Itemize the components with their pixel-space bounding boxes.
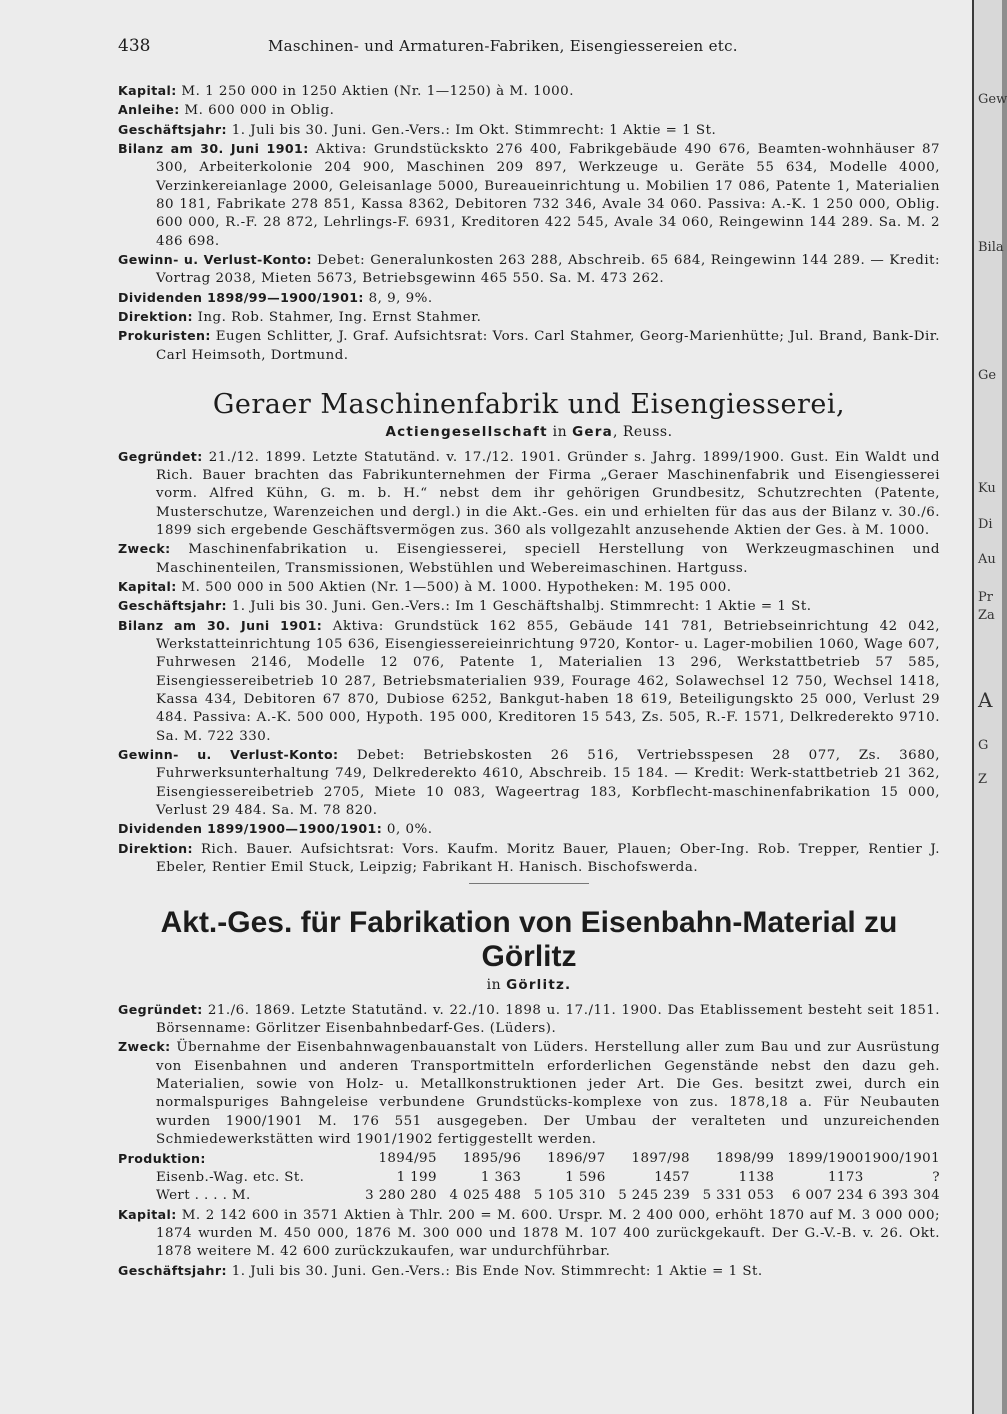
entry-line: Gewinn- u. Verlust-Konto: Debet: Generalunkosten 263 288, Abschreib. 65 684, Reingewinn 144 289. — Kredit: Vortrag 2038, Mieten 5673, Betriebsgewinn 465 550. Sa. M. 473 262. — [118, 252, 940, 287]
edge-fragment: Pr — [978, 590, 993, 605]
entry-line: Direktion: Rich. Bauer. Aufsichtsrat: Vors. Kaufm. Moritz Bauer, Plauen; Ober-Ing. Rob. Trepper, Rentier J. Ebeler, Rentier Emil Stuck, Leipzig; Fabrikant H. Hanisch. Bischofswerda. — [118, 840, 940, 876]
entry-line: Kapital: M. 500 000 in 500 Aktien (Nr. 1—500) à M. 1000. Hypotheken: M. 195 000. — [118, 578, 732, 595]
edge-fragment: Ku — [978, 481, 996, 496]
value-cell: 1457 — [654, 1169, 690, 1185]
value-cell: ? — [932, 1169, 940, 1185]
entry-line: Anleihe: M. 600 000 in Oblig. — [118, 102, 335, 119]
value-cell: 6 393 304 — [868, 1188, 940, 1204]
entry-line: Geschäftsjahr: 1. Juli bis 30. Juni. Gen.-Vers.: Im 1 Geschäftshalbj. Stimmrecht: 1 Aktie = 1 St. — [118, 598, 812, 615]
edge-fragment: Z — [978, 772, 988, 787]
edge-fragment: Au — [978, 552, 996, 567]
entry-line: Geschäftsjahr: 1. Juli bis 30. Juni. Gen.-Vers.: Bis Ende Nov. Stimmrecht: 1 Aktie = 1 St. — [118, 1262, 763, 1279]
company-subtitle: Actiengesellschaft in Gera, Reuss. — [385, 424, 673, 441]
entry-line: Geschäftsjahr: 1. Juli bis 30. Juni. Gen.-Vers.: Im Okt. Stimmrecht: 1 Aktie = 1 St. — [118, 121, 717, 138]
value-cell: 3 280 280 — [365, 1188, 437, 1204]
entry-line: Dividenden 1899/1900—1900/1901: 0, 0%. — [118, 821, 433, 838]
value-cell: 4 025 488 — [449, 1188, 522, 1204]
entry-line: Prokuristen: Eugen Schlitter, J. Graf. Aufsichtsrat: Vors. Carl Stahmer, Georg-Marienhütte; Jul. Brand, Bank-Dir. Carl Heimsoth, Dortmund. — [118, 328, 940, 363]
entry-line: Kapital: M. 2 142 600 in 3571 Aktien à Thlr. 200 = M. 600. Urspr. M. 2 400 000, erhöht 1870 auf M. 3 000 000; 1874 wurden M. 450 000, 1876 M. 300 000 und 1878 M. 107 400 zurückgekauft. Der G.-V.-B. v. 26. Okt. 1878 weitere M. 42 600 zurückzukaufen, war undurchführbar. — [118, 1206, 940, 1260]
company-title: Akt.-Ges. für Fabrikation von Eisenbahn-Material zu Görlitz — [160, 906, 898, 974]
value-cell: 1138 — [738, 1169, 775, 1185]
entry-line: Bilanz am 30. Juni 1901: Aktiva: Grundstückskto 276 400, Fabrikgebäude 490 676, Beamten-wohnhäuser 87 300, Arbeiterkolonie 204 900, Maschinen 209 897, Werkzeuge u. Geräte 55 634, Modelle 4000, Verzinkereianlage 2000, Geleisanlage 5000, Bureaueinrichtung u. Mobilien 17 086, Patente 1, Materialien 80 181, Fabrikate 278 851, Kassa 8362, Debitoren 732 346, Avale 34 060. Passiva: A.-K. 1 250 000, Oblig. 600 000, R.-F. 28 872, Lehrlings-F. 6931, Kreditoren 422 545, Avale 34 060, Reingewinn 144 289. Sa. M. 2 486 698. — [118, 141, 940, 249]
top-entry — [118, 82, 940, 365]
edge-fragment: Di — [978, 517, 993, 532]
year-cell: 1896/97 — [547, 1150, 606, 1166]
year-cell: 1900/1901 — [863, 1150, 940, 1166]
edge-fragment: Bila — [978, 240, 1004, 255]
value-cell: 5 245 239 — [618, 1188, 690, 1204]
edge-fragment: Ge — [978, 368, 997, 383]
year-cell: 1894/95 — [378, 1150, 437, 1166]
company-goerlitz — [118, 906, 940, 1281]
page-header — [118, 36, 948, 58]
page-number: 438 — [118, 36, 151, 56]
edge-fragment: G — [978, 738, 989, 753]
running-head: Maschinen- und Armaturen-Fabriken, Eisengiessereien etc. — [268, 37, 738, 55]
entry-line: Zweck: Maschinenfabrikation u. Eisengiesserei, speciell Herstellung von Werkzeugmaschinen und Maschinenteilen, Transmissionen, Webstühlen und Webereimaschinen. Hartguss. — [118, 541, 940, 576]
edge-fragment: Za — [978, 608, 995, 623]
production-table — [118, 1150, 940, 1206]
production-row-wagons — [118, 1169, 940, 1187]
section-divider — [469, 883, 589, 884]
entry-line: Gegründet: 21./12. 1899. Letzte Statutänd. v. 17./12. 1901. Gründer s. Jahrg. 1899/1900. Gust. Ein Waldt und Rich. Bauer brachten das Fabrikunternehmen der Firma „Geraer Maschinenfabrik und Eisengiesserei vorm. Alfred Kühn, G. m. b. H.“ nebst dem ihr gehörigen Grundbesitz, Schutzrechten (Patente, Musterschutze, Warenzeichen und dergl.) in die Akt.-Ges. ein und erhielten für das aus der Bilanz v. 30./6. 1899 sich ergebende Geschäftsvermögen zus. 360 als vollgezahlt anzusehende Aktien der Ges. à M. 1000. — [118, 448, 940, 538]
company-subtitle: in Görlitz. — [486, 977, 572, 994]
company-title: Geraer Maschinenfabrik und Eisengiesserei, — [212, 389, 846, 421]
value-cell: 5 105 310 — [533, 1188, 606, 1204]
company-geraer — [118, 389, 940, 884]
year-cell: 1899/1900 — [787, 1150, 864, 1166]
value-cell: 1173 — [827, 1169, 864, 1185]
entry-line: Kapital: M. 1 250 000 in 1250 Aktien (Nr. 1—1250) à M. 1000. — [118, 83, 574, 99]
year-cell: 1897/98 — [631, 1150, 690, 1166]
row-label: Eisenb.-Wag. etc. St. — [156, 1169, 305, 1185]
production-row-value — [118, 1187, 940, 1205]
entry-line: Bilanz am 30. Juni 1901: Aktiva: Grundstück 162 855, Gebäude 141 781, Betriebseinrichtung 42 042, Werkstatteinrichtung 105 636, Eisengiessereieinrichtung 9720, Kontor- u. Lager-mobilien 1060, Wage 607, Fuhrwesen 2146, Modelle 12 076, Patente 1, Materialien 13 296, Werkstattbetrieb 57 585, Eisengiessereibetrieb 10 287, Betriebsmaterialien 939, Fourage 462, Solawechsel 12 750, Wechsel 1418, Kassa 434, Debitoren 67 870, Dubiose 6252, Bankgut-haben 18 619, Beteiligungskto 25 000, Verlust 29 484. Passiva: A.-K. 500 000, Hypoth. 195 000, Kreditoren 15 543, Zs. 505, R.-F. 1571, Delkrederekto 9710. Sa. M. 722 330. — [118, 617, 940, 744]
edge-fragment: A — [978, 688, 993, 712]
entry-line: Gewinn- u. Verlust-Konto: Debet: Betriebskosten 26 516, Vertriebsspesen 28 077, Zs. 3680, Fuhrwerksunterhaltung 749, Delkrederekto 4610, Abschreib. 15 184. — Kredit: Werk-stattbetrieb 21 362, Eisengiessereibetrieb 2705, Miete 10 083, Wageertrag 183, Korbflecht-maschinenfabrikation 15 000, Verlust 29 484. Sa. M. 78 820. — [118, 747, 940, 819]
entry-line: Gegründet: 21./6. 1869. Letzte Statutänd. v. 22./10. 1898 u. 17./11. 1900. Das Etablissement besteht seit 1851. Börsenname: Görlitzer Eisenbahnbedarf-Ges. (Lüders). — [118, 1001, 940, 1037]
production-header-row: Produktion: 1894/95 1895/96 1896/97 1897/98 1898/99 1899/1900 1900/1901 — [118, 1150, 940, 1169]
edge-fragment: Gew — [978, 92, 1007, 107]
entry-line: Dividenden 1898/99—1900/1901: 8, 9, 9%. — [118, 289, 433, 306]
row-label: Wert . . . . M. — [156, 1188, 251, 1204]
value-cell: 1 199 — [396, 1169, 437, 1185]
value-cell: 1 596 — [565, 1169, 606, 1185]
entry-line: Zweck: Übernahme der Eisenbahnwagenbauanstalt von Lüders. Herstellung aller zum Bau und zur Ausrüstung von Eisenbahnen und anderen Transportmitteln erforderlichen Gegenstände nebst den dazu geh. Materialien, sowie von Holz- u. Metallkonstruktionen jeder Art. Die Ges. besitzt zwei, durch ein normalspuriges Bahngeleise verbundene Grundstücks-komplexe von zus. 1878,18 a. Für Neubauten wurden 1900/1901 M. 176 551 ausgegeben. Der Umbau der veralteten und unzureichenden Schmiedewerkstätten wird 1901/1902 fertiggestellt werden. — [118, 1039, 940, 1148]
year-cell: 1895/96 — [462, 1150, 522, 1166]
value-cell: 1 363 — [480, 1169, 522, 1185]
year-cell: 1898/99 — [715, 1150, 775, 1166]
value-cell: 6 007 234 — [791, 1188, 864, 1204]
entry-line: Direktion: Ing. Rob. Stahmer, Ing. Ernst Stahmer. — [118, 309, 482, 326]
page-content — [118, 82, 940, 1281]
facing-page-edge — [972, 0, 1007, 1414]
value-cell: 5 331 053 — [702, 1188, 775, 1204]
